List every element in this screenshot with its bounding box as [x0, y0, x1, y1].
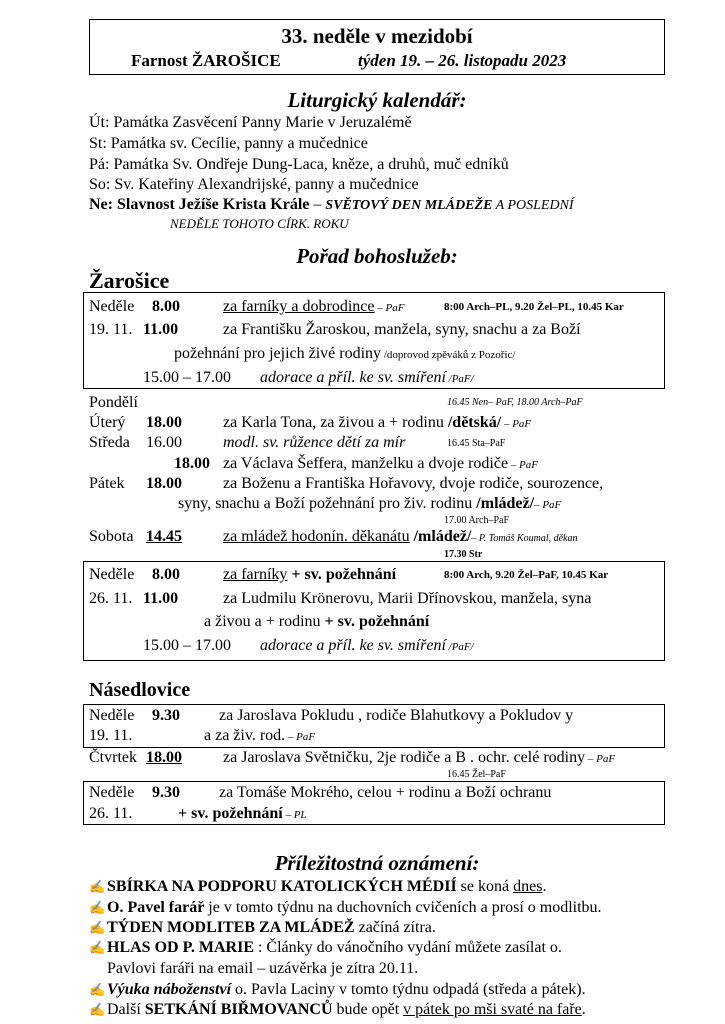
- z-sun2-adoration: 15.00 – 17.00: [143, 637, 231, 654]
- pencil-icon: ✍: [89, 879, 106, 894]
- zarosice-title: Žarošice: [89, 268, 170, 293]
- n-sun1-date: 19. 11.: [89, 727, 133, 744]
- calendar-item: So: Sv. Kateřiny Alexandrijské, panny a mučednice: [89, 176, 419, 193]
- calendar-item: Pá: Památka Sv. Ondřeje Dung-Laca, kněze, a druhů, muč edníků: [89, 156, 509, 173]
- z-sun1-intent1: za farníky a dobrodince – PaF: [223, 298, 405, 315]
- n-thu-confession: 16.45 Žel–PaF: [447, 769, 506, 780]
- z-fri-confession: 17.00 Arch–PaF: [444, 515, 509, 526]
- calendar-sunday: Ne: Slavnost Ježíše Krista Krále – SVĚTOVÝ DEN MLÁDEŽE A POSLEDNÍ: [89, 196, 574, 213]
- pencil-icon: ✍: [89, 940, 106, 955]
- z-sat-confession: 17.30 Str: [444, 549, 483, 560]
- z-sun1-row1: Neděle: [89, 298, 135, 315]
- z-fri-intent1: za Boženu a Františka Hořavovy, dvoje rodiče, sourozence,: [223, 475, 604, 492]
- z-sun1-time2: 11.00: [143, 321, 179, 338]
- announcement-2: ✍ O. Pavel farář je v tomto týdnu na duchovních cvičeních a prosí o modlitbu.: [89, 899, 602, 916]
- z-fri-day: Pátek: [89, 475, 125, 492]
- pencil-icon: ✍: [89, 982, 106, 997]
- z-wed-confession: 16.45 Sta–PaF: [447, 438, 506, 449]
- n-sun2-intent: za Tomáše Mokrého, celou + rodinu a Boží ochranu: [219, 784, 552, 801]
- z-sun1-intent2a: za Františku Žaroskou, manžela, syny, snachu a za Boží: [223, 321, 581, 338]
- n-thu-time: 18.00: [146, 749, 182, 766]
- z-wed-day: Středa: [89, 434, 130, 451]
- pencil-icon: ✍: [89, 900, 106, 915]
- z-sat-day: Sobota: [89, 528, 134, 545]
- announcement-1: ✍ SBÍRKA NA PODPORU KATOLICKÝCH MÉDIÍ se koná dnes.: [89, 878, 547, 895]
- z-sun1-time1: 8.00: [152, 298, 180, 315]
- z-sun2-time1: 8.00: [152, 566, 180, 583]
- z-sun2-day: Neděle: [89, 566, 135, 583]
- z-sun1-adoration-text: adorace a příl. ke sv. smíření /PaF/: [260, 369, 474, 386]
- z-sun1-confession: 8:00 Arch–PL, 9.20 Žel–PL, 10.45 Kar: [444, 301, 624, 313]
- z-sun2-confession: 8:00 Arch, 9.20 Žel–PaF, 10.45 Kar: [444, 569, 609, 581]
- z-sun1-date: 19. 11.: [89, 321, 133, 338]
- z-sun2-intent2b: a živou a + rodinu + sv. požehnání: [204, 613, 430, 630]
- n-sun2-day: Neděle: [89, 784, 135, 801]
- calendar-item: St: Památka sv. Cecílie, panny a mučednice: [89, 135, 368, 152]
- z-sun2-intent2a: za Ludmilu Krönerovu, Marii Dřínovskou, manžela, syna: [223, 590, 592, 607]
- week-range: týden 19. – 26. listopadu 2023: [358, 51, 567, 70]
- z-sat-intent: za mládež hodonín. děkanátu /mládež/– P. Tomáš Koumal, děkan: [223, 528, 578, 545]
- z-sat-time: 14.45: [146, 528, 182, 545]
- z-fri-intent2: syny, snachu a Boží požehnání pro živ. rodinu /mládež/– PaF: [178, 495, 562, 512]
- z-wed-intent2: za Václava Šeffera, manželku a dvoje rodiče – PaF: [223, 455, 538, 472]
- n-sun2-intent2: + sv. požehnání – PL: [178, 805, 307, 822]
- z-sun1-adoration: 15.00 – 17.00: [143, 369, 231, 386]
- announcement-5: ✍ Výuka náboženství o. Pavla Laciny v tomto týdnu odpadá (středa a pátek).: [89, 981, 586, 998]
- announcement-6: ✍ Další SETKÁNÍ BIŘMOVANCŮ bude opět v pátek po mši svaté na faře.: [89, 1001, 586, 1018]
- pencil-icon: ✍: [89, 920, 106, 935]
- z-tue-day: Úterý: [89, 414, 126, 431]
- z-wed-intent1: modl. sv. růžence dětí za mír: [223, 434, 406, 451]
- services-heading: Pořad bohoslužeb:: [296, 244, 458, 268]
- calendar-heading: Liturgický kalendář:: [287, 88, 467, 112]
- n-sun1-day: Neděle: [89, 707, 135, 724]
- nasedlovice-title: Násedlovice: [89, 679, 191, 701]
- z-wed-time2: 18.00: [174, 455, 210, 472]
- z-sun2-adoration-text: adorace a příl. ke sv. smíření /PaF/: [260, 637, 474, 654]
- pencil-icon: ✍: [89, 1002, 106, 1017]
- announcement-4-line2: Pavlovi faráři na email – uzávěrka je zítra 20.11.: [107, 960, 419, 977]
- z-mon-confession: 16.45 Nen– PaF, 18.00 Arch–PaF: [447, 397, 583, 408]
- n-sun1-intent1: za Jaroslava Pokludu , rodiče Blahutkovy a Pokludov y: [219, 707, 574, 724]
- announcement-3: ✍ TÝDEN MODLITEB ZA MLÁDEŽ začíná zítra.: [89, 919, 436, 936]
- n-sun2-date: 26. 11.: [89, 805, 133, 822]
- z-sun2-intent1: za farníky + sv. požehnání: [223, 566, 397, 583]
- calendar-sunday-line2: NEDĚLE TOHOTO CÍRK. ROKU: [170, 216, 349, 231]
- parish-name: Farnost ŽAROŠICE: [131, 51, 281, 70]
- z-sun2-date: 26. 11.: [89, 590, 133, 607]
- page-title: 33. neděle v mezidobí: [281, 24, 473, 48]
- n-sun1-time: 9.30: [152, 707, 180, 724]
- announcement-4: ✍ HLAS OD P. MARIE : Články do vánočního vydání můžete zasílat o.: [89, 939, 562, 956]
- announcements-heading: Příležitostná oznámení:: [274, 851, 480, 875]
- z-tue-intent: za Karla Tona, za živou a + rodinu /dětská/ – PaF: [223, 414, 532, 431]
- z-wed-time1: 16.00: [146, 434, 182, 451]
- n-sun1-intent2: a za živ. rod. – PaF: [204, 727, 316, 744]
- n-thu-day: Čtvrtek: [89, 749, 137, 766]
- n-thu-intent: za Jaroslava Světničku, 2je rodiče a B . ochr. celé rodiny – PaF: [223, 749, 616, 766]
- z-sun2-time2: 11.00: [143, 590, 179, 607]
- z-tue-time: 18.00: [146, 414, 182, 431]
- z-fri-time: 18.00: [146, 475, 182, 492]
- n-sun2-time: 9.30: [152, 784, 180, 801]
- z-mon-day: Pondělí: [89, 394, 138, 411]
- calendar-item: Út: Památka Zasvěcení Panny Marie v Jeruzalémě: [89, 114, 412, 131]
- z-sun1-intent2b: požehnání pro jejich živé rodiny /doprovod zpěváků z Pozořic/: [174, 345, 516, 362]
